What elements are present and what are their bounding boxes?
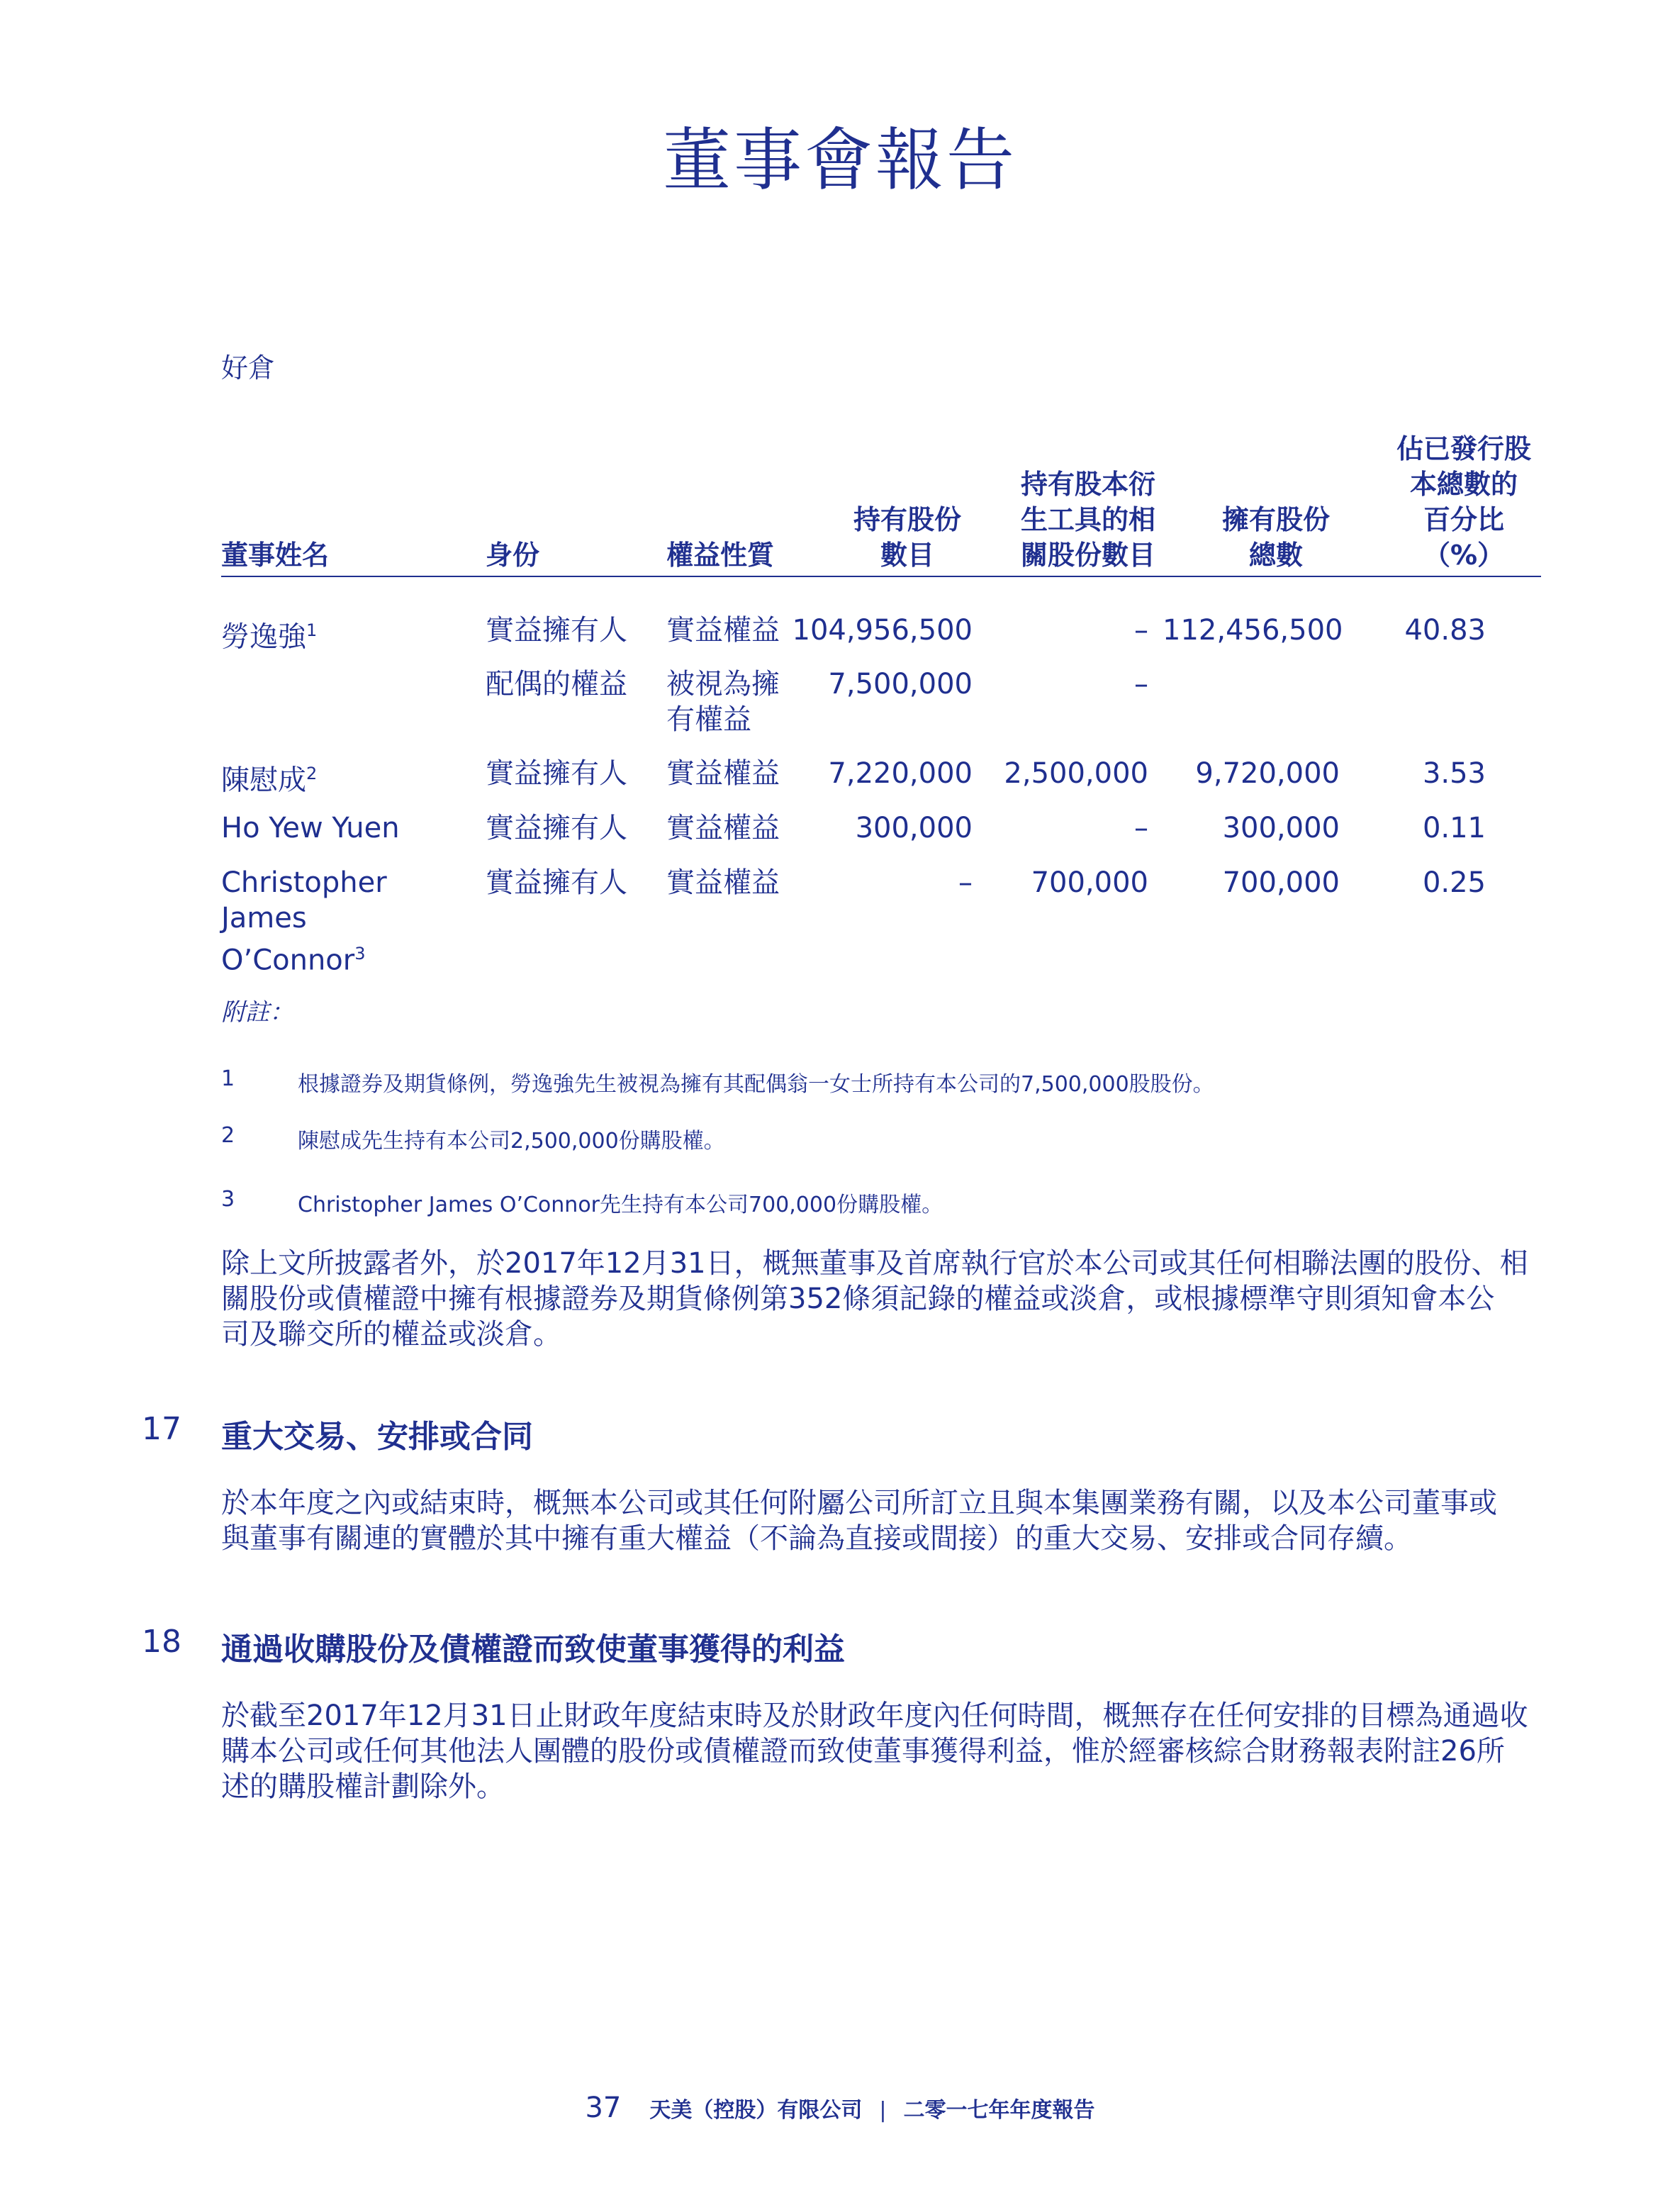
header-divider [221, 576, 1541, 577]
section-body [221, 1698, 1541, 1804]
cell-derivatives: – [1134, 614, 1148, 647]
footnote-ref: 1 [306, 620, 318, 640]
cell-nature: 實益權益 [666, 812, 780, 844]
cell-nature: 實益權益 [666, 866, 780, 899]
cell-derivatives: 2,500,000 [1004, 757, 1148, 790]
footer-report: 二零一七年年度報告 [903, 2098, 1095, 2123]
header-shares-line: 持有股份 [853, 504, 961, 535]
paragraph-line: 司及聯交所的權益或淡倉。 [221, 1318, 561, 1351]
header-shares-line: 數目 [880, 540, 934, 571]
header-total [1191, 502, 1361, 573]
page-title: 董事會報告 [663, 121, 1017, 200]
header-capacity: 身份 [486, 540, 540, 571]
footer-company: 天美（控股）有限公司 [649, 2098, 863, 2123]
cell-total: 700,000 [1222, 866, 1340, 899]
note-number: 2 [221, 1123, 235, 1148]
cell-nature: 實益權益 [666, 757, 780, 790]
paragraph-line: 述的購股權計劃除外。 [221, 1770, 505, 1803]
cell-name [221, 865, 387, 978]
name-line: Christopher [221, 866, 387, 899]
header-percent-line: 百分比 [1423, 504, 1504, 535]
paragraph-line: 於本年度之內或結束時，概無本公司或其任何附屬公司所訂立且與本集團業務有關，以及本公司董事或 [221, 1487, 1497, 1519]
name-line: James [221, 902, 307, 934]
header-shares [829, 502, 985, 573]
page-number: 37 [585, 2092, 622, 2124]
header-name: 董事姓名 [221, 540, 330, 571]
paragraph-line: 除上文所披露者外，於2017年12月31日，概無董事及首席執行官於本公司或其任何相聯法團的股份、相 [221, 1247, 1528, 1280]
cell-derivatives: 700,000 [1031, 866, 1148, 899]
cell-capacity: 實益擁有人 [486, 757, 627, 790]
paragraph-line: 於截至2017年12月31日止財政年度結束時及於財政年度內任何時間，概無存在任何安排的目標為通過收 [221, 1699, 1528, 1732]
cell-total: 9,720,000 [1195, 757, 1340, 790]
note-text: 陳慰成先生持有本公司2,500,000份購股權。 [298, 1129, 725, 1154]
page-footer [0, 2092, 1680, 2124]
paragraph-line: 購本公司或任何其他法人團體的股份或債權證而致使董事獲得利益，惟於經審核綜合財務報表附註26所 [221, 1735, 1505, 1768]
section-number: 17 [142, 1411, 181, 1447]
cell-shares: 104,956,500 [792, 614, 973, 647]
name-text: 陳慰成 [221, 764, 306, 797]
paragraph-line: 與董事有關連的實體於其中擁有重大權益（不論為直接或間接）的重大交易、安排或合同存續。 [221, 1522, 1412, 1555]
footer-separator: | [879, 2098, 887, 2123]
footnote-ref: 3 [354, 944, 366, 964]
section-subheading: 好倉 [221, 352, 276, 384]
cell-shares: – [958, 866, 973, 899]
header-total-line: 擁有股份 [1221, 504, 1330, 535]
header-percent-line: （%） [1423, 540, 1505, 571]
paragraph-line: 關股份或債權證中擁有根據證券及期貨條例第352條須記錄的權益或淡倉，或根據標準守則須知會本公 [221, 1283, 1495, 1315]
cell-nature [666, 666, 780, 737]
header-derivatives-line: 關股份數目 [1020, 540, 1155, 571]
cell-name: Ho Yew Yuen [221, 812, 400, 844]
header-percent-line: 佔已發行股 [1396, 433, 1531, 464]
disclosure-paragraph [221, 1246, 1541, 1352]
header-total-line: 總數 [1248, 540, 1303, 571]
cell-capacity: 實益擁有人 [486, 614, 627, 647]
cell-percent: 0.25 [1422, 866, 1486, 899]
cell-total: 112,456,500 [1163, 614, 1343, 647]
cell-shares: 7,500,000 [828, 668, 973, 701]
cell-shares: 300,000 [855, 812, 973, 844]
cell-percent: 0.11 [1422, 812, 1486, 844]
notes-label: 附註： [221, 998, 293, 1027]
note-text: Christopher James O’Connor先生持有本公司700,000份購股權。 [298, 1193, 943, 1217]
section-body [221, 1485, 1541, 1556]
name-line [221, 936, 387, 978]
cell-name [221, 756, 317, 798]
cell-capacity: 實益擁有人 [486, 866, 627, 899]
section-title: 重大交易、安排或合同 [221, 1419, 533, 1455]
header-derivatives-line: 生工具的相 [1020, 504, 1155, 535]
cell-percent: 3.53 [1422, 757, 1486, 790]
cell-shares: 7,220,000 [828, 757, 973, 790]
note-text: 根據證券及期貨條例，勞逸強先生被視為擁有其配偶翁一女士所持有本公司的7,500,000股股份。 [298, 1072, 1214, 1097]
header-percent-line: 本總數的 [1409, 469, 1518, 500]
footnote-ref: 2 [306, 764, 318, 783]
cell-capacity: 實益擁有人 [486, 812, 627, 844]
header-percent [1375, 431, 1552, 573]
name-text: 勞逸強 [221, 620, 306, 654]
cell-capacity: 配偶的權益 [486, 668, 627, 701]
cell-percent: 40.83 [1404, 614, 1486, 647]
cell-name [221, 613, 317, 654]
header-derivatives [999, 467, 1177, 573]
cell-nature-line: 被視為擁 [666, 668, 780, 701]
cell-nature-line: 有權益 [666, 703, 751, 736]
section-number: 18 [142, 1624, 181, 1660]
cell-derivatives: – [1134, 812, 1148, 844]
cell-total: 300,000 [1222, 812, 1340, 844]
name-text: O’Connor [221, 944, 355, 977]
note-number: 1 [221, 1066, 235, 1091]
cell-nature: 實益權益 [666, 614, 780, 647]
header-nature: 權益性質 [666, 540, 775, 571]
cell-derivatives: – [1134, 668, 1148, 701]
header-derivatives-line: 持有股本衍 [1020, 469, 1155, 500]
section-title: 通過收購股份及債權證而致使董事獲得的利益 [221, 1631, 845, 1668]
note-number: 3 [221, 1187, 235, 1212]
